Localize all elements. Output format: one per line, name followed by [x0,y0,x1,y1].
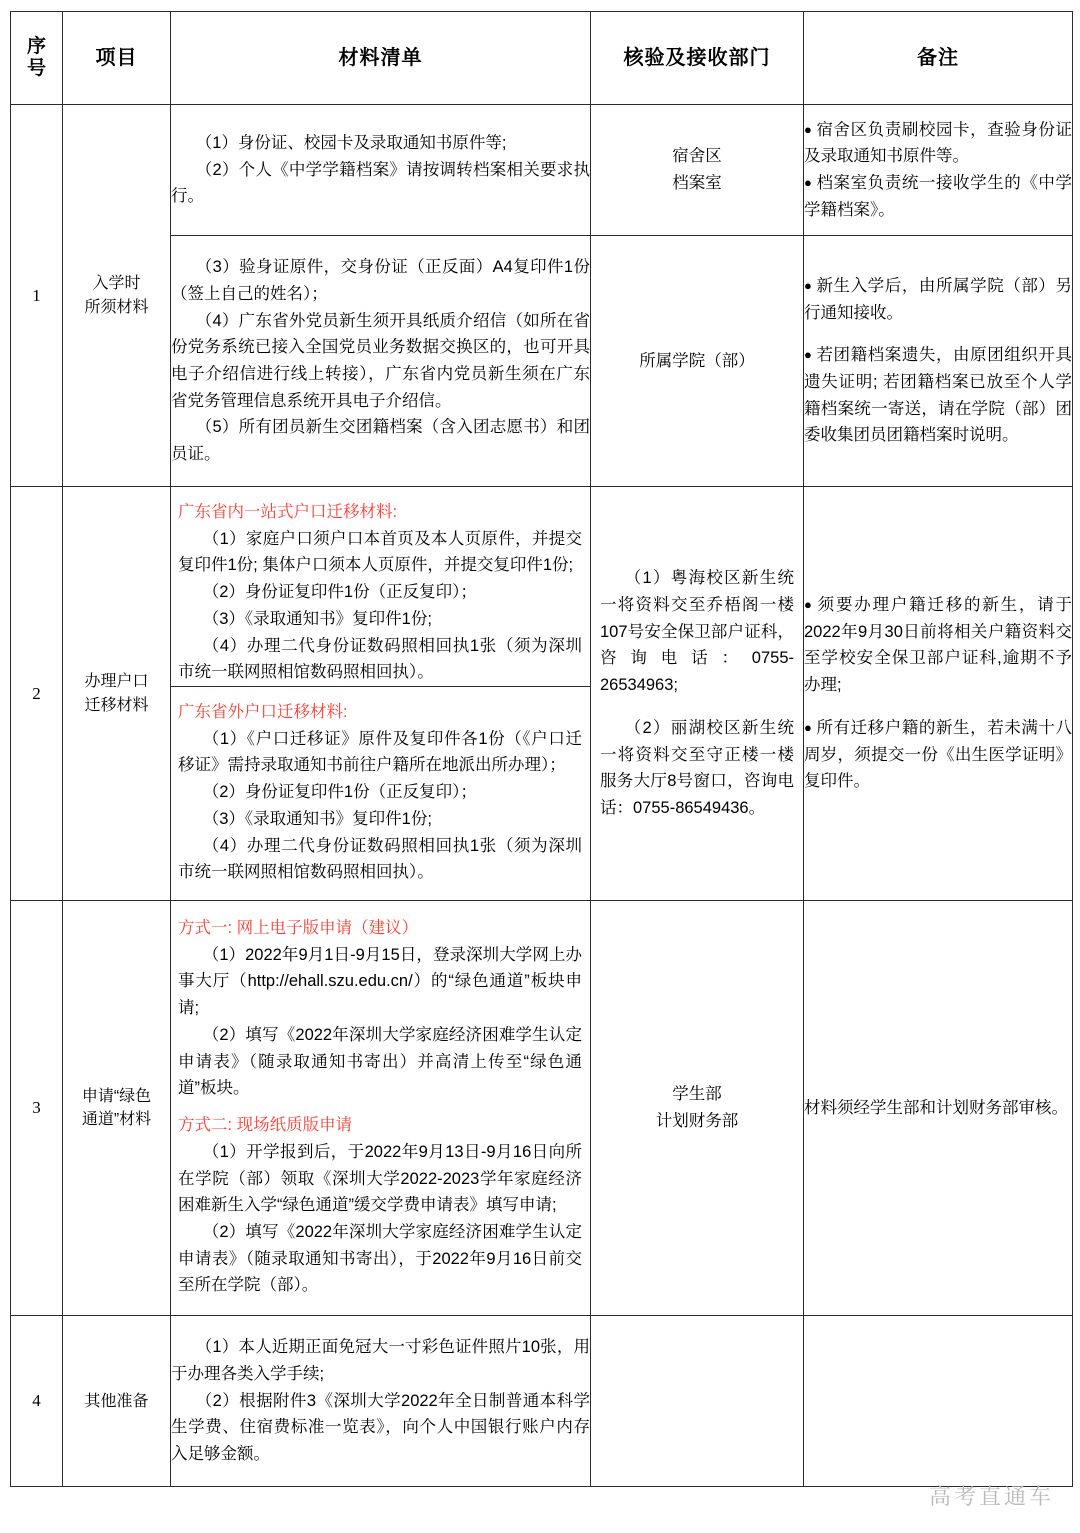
cell-materials-1a [171,105,591,236]
department-line: 学生部 [672,1085,722,1104]
materials-group-heading: 广东省内一站式户口迁移材料: [178,503,398,521]
cell-materials-4 [171,1316,591,1487]
material-item: （2）填写《2022年深圳大学家庭经济困难学生认定申请表》（随录取通知书寄出），于2022年9月16日前交至所在学院（部）。 [178,1222,582,1295]
remark-bullet [804,592,1072,699]
column-header-item: 项目 [63,12,171,105]
column-header-materials: 材料清单 [171,12,591,105]
department-line: 宿舍区 [672,147,722,166]
department-line: 档案室 [672,174,722,192]
material-item: （1）本人近期正面免冠大一寸彩色证件照片10张，用于办理各类入学手续; [171,1338,590,1384]
materials-group-guangdong-outside [171,687,590,900]
bullet-icon: ● [804,175,813,190]
remark-text: 所有迁移户籍的新生，若未满十八周岁，须提交一份《出生医学证明》复印件。 [804,718,1073,791]
bullet-icon: ● [804,597,814,612]
material-item: （4）办理二代身份证数码照相回执1张（须为深圳市统一联网照相馆数码照相回执）。 [178,636,582,682]
item-label-line1: 其他准备 [84,1392,149,1410]
cell-seq-2: 2 [11,487,63,901]
material-item: （1）《户口迁移证》原件及复印件各1份（《户口迁移证》需持录取通知书前往户籍所在地派出所办理）； [178,729,582,775]
table-row [11,236,1073,487]
department-line: 所属学院（部） [639,351,755,370]
cell-remarks-1a [804,105,1073,236]
item-label-line1: 办理户口 [84,673,149,691]
material-item: （3）《录取通知书》复印件1份; [202,609,432,628]
cell-item-4 [63,1316,171,1487]
cell-remarks-1b [804,236,1073,487]
cell-department-2 [591,487,804,901]
cell-materials-3 [171,901,591,1316]
cell-department-4 [591,1316,804,1487]
department-paragraph: （1）粤海校区新生统一将资料交至乔梧阁一楼107号安全保卫部户证科，咨询电话：0755-26534963; [600,569,794,695]
spacer [804,326,1072,342]
remark-text: 材料须经学生部和计划财务部审核。 [804,1098,1068,1117]
item-label-line1: 申请“绿色 [81,1087,152,1105]
spacer [600,699,794,715]
table-row [11,1316,1073,1487]
remark-bullet [804,715,1072,795]
bullet-icon: ● [804,347,813,363]
spacer [804,699,1072,715]
department-line: 计划财务部 [655,1112,739,1131]
cell-department-1b [591,236,804,487]
material-item: （1）2022年9月1日-9月15日，登录深圳大学网上办事大厅（http://ehall.szu.edu.cn/）的“绿色通道”板块申请; [178,945,582,1018]
cell-seq-1: 1 [11,105,63,487]
bullet-icon: ● [804,719,813,735]
material-item: （3）验身证原件，交身份证（正反面）A4复印件1份（签上自己的姓名）； [171,258,590,303]
remark-bullet [804,170,1072,223]
material-item: （5）所有团员新生交团籍档案（含入团志愿书）和团员证。 [171,418,590,464]
material-item: （2）填写《2022年深圳大学家庭经济困难学生认定申请表》（随录取通知书寄出）并高清上传至“绿色通道”板块。 [178,1025,582,1098]
remark-bullet [804,273,1072,326]
material-item: （2）个人《中学学籍档案》请按调转档案相关要求执行。 [171,160,590,206]
bullet-icon: ● [804,121,813,137]
cell-remarks-3 [804,901,1073,1316]
material-item: （1）家庭户口须户口本首页及本人页原件，并提交复印件1份; 集体户口须本人页原件，并提交复印件1份; [178,529,582,575]
cell-remarks-2 [804,487,1073,901]
cell-item-2 [63,487,171,901]
material-item: （1）开学报到后，于2022年9月13日-9月16日向所在学院（部）领取《深圳大学2022-2023学年家庭经济困难新生入学“绿色通道”缓交学费申请表》填写申请; [178,1142,582,1215]
cell-seq-4: 4 [11,1316,63,1487]
materials-group-paper [178,1112,582,1299]
materials-group-guangdong-inside [171,487,590,687]
material-item: （2）身份证复印件1份（正反复印）； [202,583,477,602]
cell-remarks-4 [804,1316,1073,1487]
watermark: 高考直通车 [928,1484,1054,1509]
column-header-seq [11,12,63,105]
remark-text: 宿舍区负责刷校园卡，查验身份证及录取通知书原件等。 [804,120,1073,166]
cell-seq-3: 3 [11,901,63,1316]
material-item: （3）《录取通知书》复印件1份; [202,809,432,828]
material-item: （4）广东省外党员新生须开具纸质介绍信（如所在省份党务系统已接入全国党员业务数据交换区的，也可开具电子介绍信进行线上转接），广东省内党员新生须在广东省党务管理信息系统开具电子介绍信。 [171,311,590,410]
cell-item-1 [63,105,171,487]
materials-group-online [178,915,582,1102]
cell-item-3 [63,901,171,1316]
column-header-department: 核验及接收部门 [591,12,804,105]
item-label-line2: 所须材料 [84,298,149,316]
remark-bullet [804,117,1072,170]
materials-group-heading: 方式二: 现场纸质版申请 [178,1116,353,1135]
cell-department-3 [591,901,804,1316]
table-row [11,487,1073,901]
bullet-icon: ● [804,277,813,293]
cell-materials-2 [171,487,591,901]
item-label-line1: 入学时 [92,275,141,293]
remark-bullet [804,342,1072,449]
item-label-line2: 通道”材料 [81,1111,152,1129]
material-item: （1）身份证、校园卡及录取通知书原件等; [195,133,507,152]
admission-materials-table [10,11,1073,1487]
remark-text: 若团籍档案遗失，由原团组织开具遗失证明; 若团籍档案已放至个人学籍档案统一寄送，请在学院（部）团委收集团员团籍档案时说明。 [804,346,1073,445]
table-header-row [11,12,1073,105]
cell-materials-1b [171,236,591,487]
materials-group-heading: 广东省外户口迁移材料: [178,703,348,721]
remark-text: 须要办理户籍迁移的新生，请于2022年9月30日前将相关户籍资料交至学校安全保卫部户证科,逾期不予办理; [804,596,1073,695]
material-item: （2）根据附件3《深圳大学2022年全日制普通本科学生学费、住宿费标准一览表》，向个人中国银行账户内存入足够金额。 [171,1391,590,1464]
item-label-line2: 迁移材料 [84,696,149,714]
spacer [178,1102,582,1112]
table-row [11,105,1073,236]
cell-department-1a [591,105,804,236]
materials-group-heading: 方式一: 网上电子版申请（建议） [178,919,419,938]
remark-text: 档案室负责统一接收学生的《中学学籍档案》。 [804,174,1073,219]
column-header-remarks: 备注 [804,12,1073,105]
table-row [11,901,1073,1316]
material-item: （4）办理二代身份证数码照相回执1张（须为深圳市统一联网照相馆数码照相回执）。 [178,836,582,882]
remark-text: 新生入学后，由所属学院（部）另行通知接收。 [804,276,1073,322]
column-header-seq-line2: 号 [26,58,46,79]
department-paragraph: （2）丽湖校区新生统一将资料交至守正楼一楼服务大厅8号窗口，咨询电话：0755-86549436。 [600,718,794,818]
material-item: （2）身份证复印件1份（正反复印）； [202,783,477,802]
column-header-seq-line1: 序 [26,35,46,57]
